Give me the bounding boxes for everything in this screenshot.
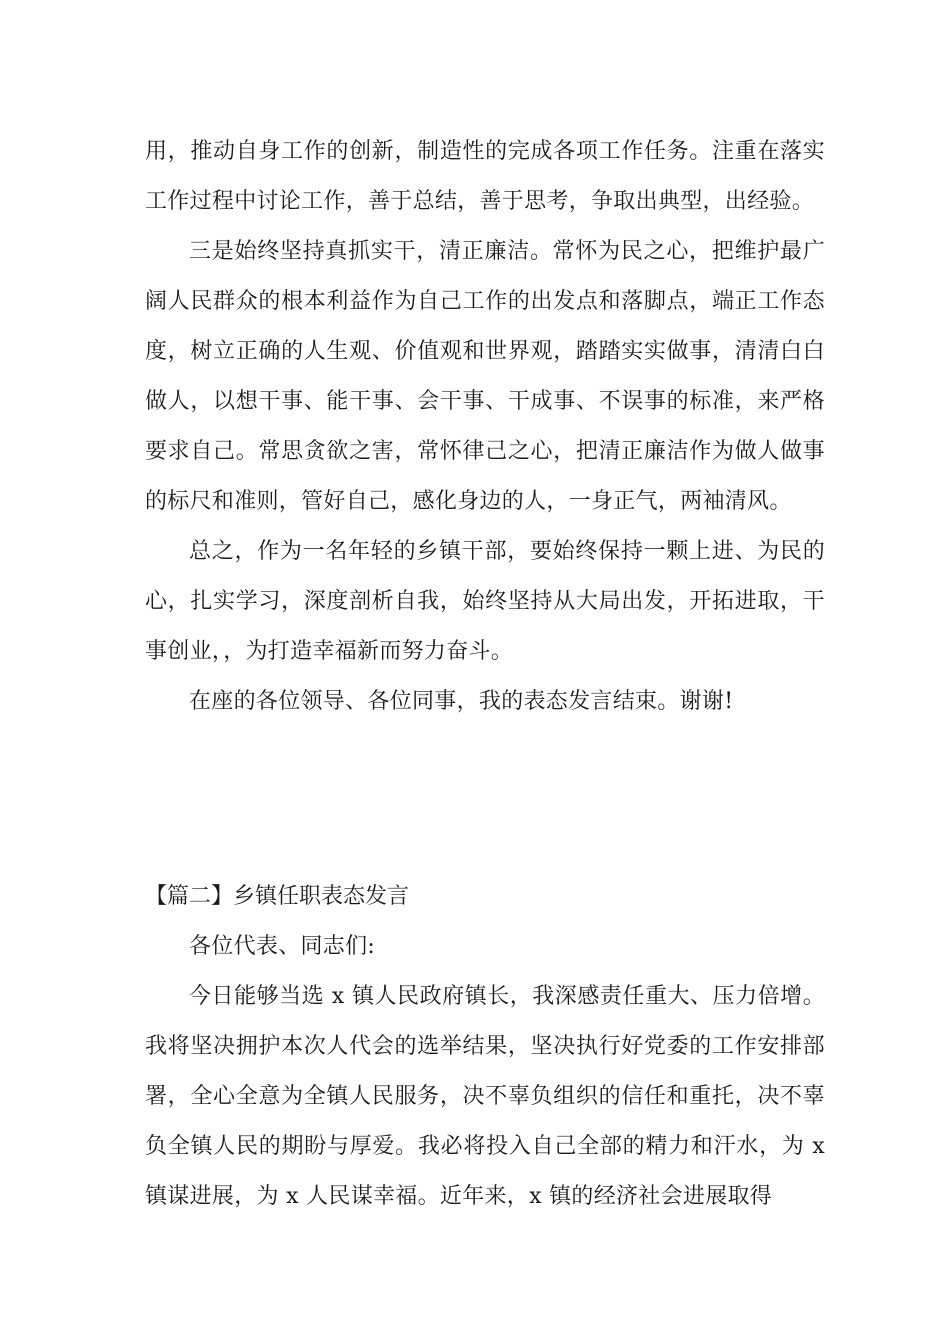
paragraph-closing: 在座的各位领导、各位同事，我的表态发言结束。谢谢! (189, 689, 734, 714)
paragraph-third-point: 三是始终坚持真抓实干，清正廉洁。常怀为民之心，把维护最广阔人民群众的根本利益作为自己工作的出发点和落脚点，端正工作态度，树立正确的人生观、价值观和世界观，踏踏实实做事，清清白白做人，以想干事、能干事、会干事、干成事、不误事的标准，来严格要求自己。常思贪欲之害，常怀律己之心，把清正廉洁作为做人做事的标尺和准则，管好自己，感化身边的人，一身正气，两袖清风。 (145, 239, 825, 514)
section-two (145, 922, 825, 1222)
paragraph-speech-opening: 今日能够当选 x 镇人民政府镇长，我深感责任重大、压力倍增。我将坚决拥护本次人代会的选举结果，坚决执行好党委的工作安排部署，全心全意为全镇人民服务，决不辜负组织的信任和重托，决不辜负全镇人民的期盼与厚爱。我必将投入自己全部的精力和汗水，为 x 镇谋进展，为 x 人民谋幸福。近年来，x 镇的经济社会进展取得 (145, 984, 825, 1209)
paragraph-summary: 总之，作为一名年轻的乡镇干部，要始终保持一颗上进、为民的心，扎实学习，深度剖析自我，始终坚持从大局出发，开拓进取，干事创业，，为打造幸福新而努力奋斗。 (145, 539, 825, 664)
section-one (145, 127, 825, 727)
paragraph-continuation: 用，推动自身工作的创新，制造性的完成各项工作任务。注重在落实工作过程中讨论工作，善于总结，善于思考，争取出典型，出经验。 (145, 139, 825, 214)
section-heading: 【篇二】乡镇任职表态发言 (145, 884, 410, 909)
salutation: 各位代表、同志们: (189, 934, 376, 959)
